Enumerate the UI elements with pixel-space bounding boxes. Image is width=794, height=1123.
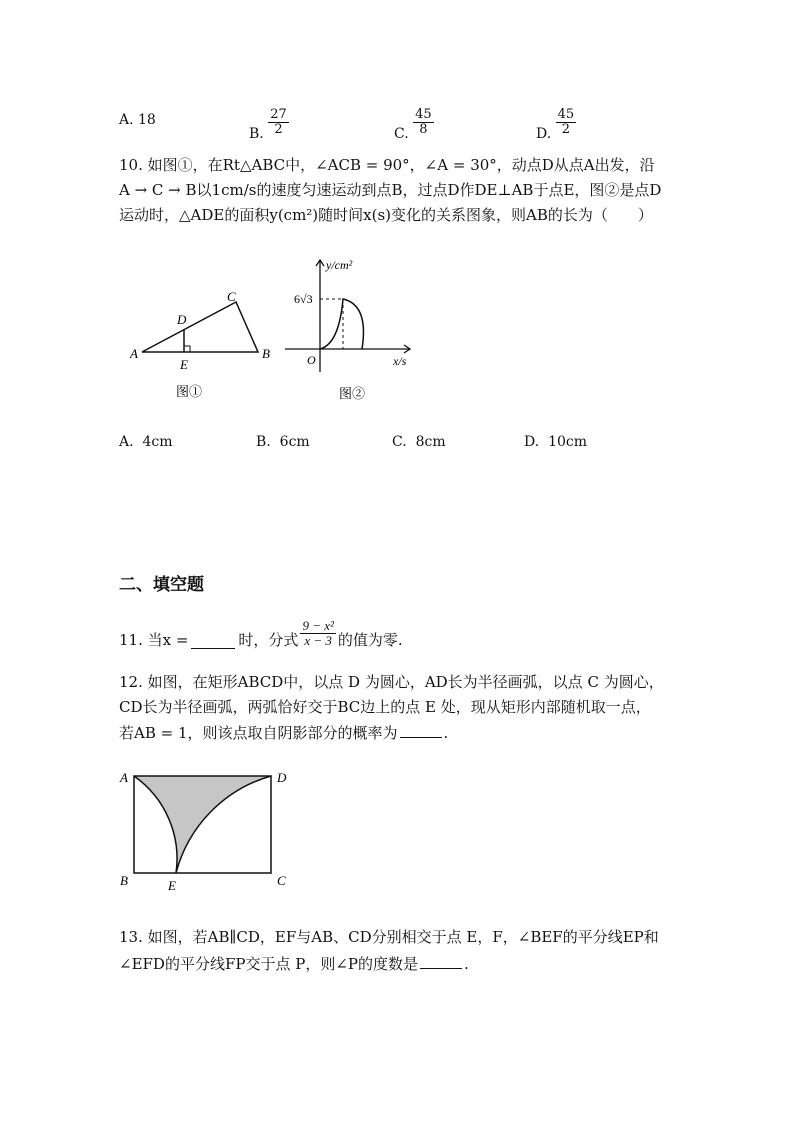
peak-label: 6√3 (294, 292, 313, 306)
q12-line1: 12. 如图，在矩形ABCD中，以点 D 为圆心，AD长为半径画弧，以点 C 为圆心， (119, 673, 664, 691)
q13-line1: 13. 如图，若AB∥CD，EF与AB、CD分别相交于点 E，F，∠BEF的平分线EP和 (119, 928, 659, 946)
label-a: A (120, 770, 128, 785)
q11-fraction-numerator: 9 − x² (302, 617, 334, 633)
label-e: E (168, 878, 176, 893)
label-c: C (227, 289, 236, 304)
section-heading: 二、填空题 (119, 575, 204, 595)
q10-option-d: D. 10cm (524, 434, 588, 450)
q12-answer-blank (400, 721, 442, 738)
area-curve (320, 299, 363, 349)
q10-option-c: C. 8cm (392, 434, 446, 450)
x-axis-label: x/s (393, 354, 407, 368)
q12-line3: 若AB = 1，则该点取自阴影部分的概率为 . (119, 721, 448, 743)
q10-line1: 10. 如图①，在Rt△ABC中，∠ACB = 90°，∠A = 30°，动点D从点A出发，沿 (119, 156, 655, 174)
q12-figure (115, 765, 295, 895)
fig1-caption: 图① (176, 384, 203, 399)
q13-line2: ∠EFD的平分线FP交于点 P，则∠P的度数是 . (119, 952, 469, 974)
q11: 11. 当x = 时，分式 $\frac{\text{9 − x²}}{x - 3}$ 的值为零. (119, 617, 403, 649)
fig2-caption: 图② (339, 386, 366, 401)
label-d: D (177, 312, 187, 327)
right-angle-mark (184, 346, 190, 352)
q11-answer-blank (191, 632, 235, 649)
y-axis-label: y/cm² (326, 258, 353, 272)
q9-option-c: C. $\frac{45}{8}$ (394, 106, 432, 142)
q10-figure-2 (285, 252, 420, 407)
label-b: B (262, 346, 270, 361)
q10-line2: A → C → B以1cm/s的速度匀速运动到点B，过点D作DE⊥AB于点E，图②是点D (119, 181, 662, 199)
label-d: D (277, 770, 287, 785)
label-a: A (130, 346, 138, 361)
q10-option-a: A. 4cm (119, 434, 173, 450)
q10-figure-1 (120, 280, 280, 405)
q10-option-b: B. 6cm (256, 434, 310, 450)
q13-answer-blank (420, 952, 462, 969)
origin-label: O (307, 353, 316, 367)
q9-option-a: A. 18 (119, 112, 156, 128)
label-c: C (277, 873, 286, 888)
triangle-abc (142, 302, 258, 352)
q9-option-b: B. $\frac{27}{2}$ (249, 106, 287, 142)
shaded-region (134, 776, 271, 873)
q10-line3: 运动时，△ADE的面积y(cm²)随时间x(s)变化的关系图象，则AB的长为（ ） (119, 206, 653, 224)
label-b: B (120, 873, 128, 888)
q12-line2: CD长为半径画弧，两弧恰好交于BC边上的点 E 处，现从矩形内部随机取一点， (119, 698, 651, 716)
label-e: E (180, 357, 188, 372)
q9-option-d: D. $\frac{45}{2}$ (536, 106, 575, 142)
q11-fraction-denominator: x − 3 (304, 632, 332, 648)
